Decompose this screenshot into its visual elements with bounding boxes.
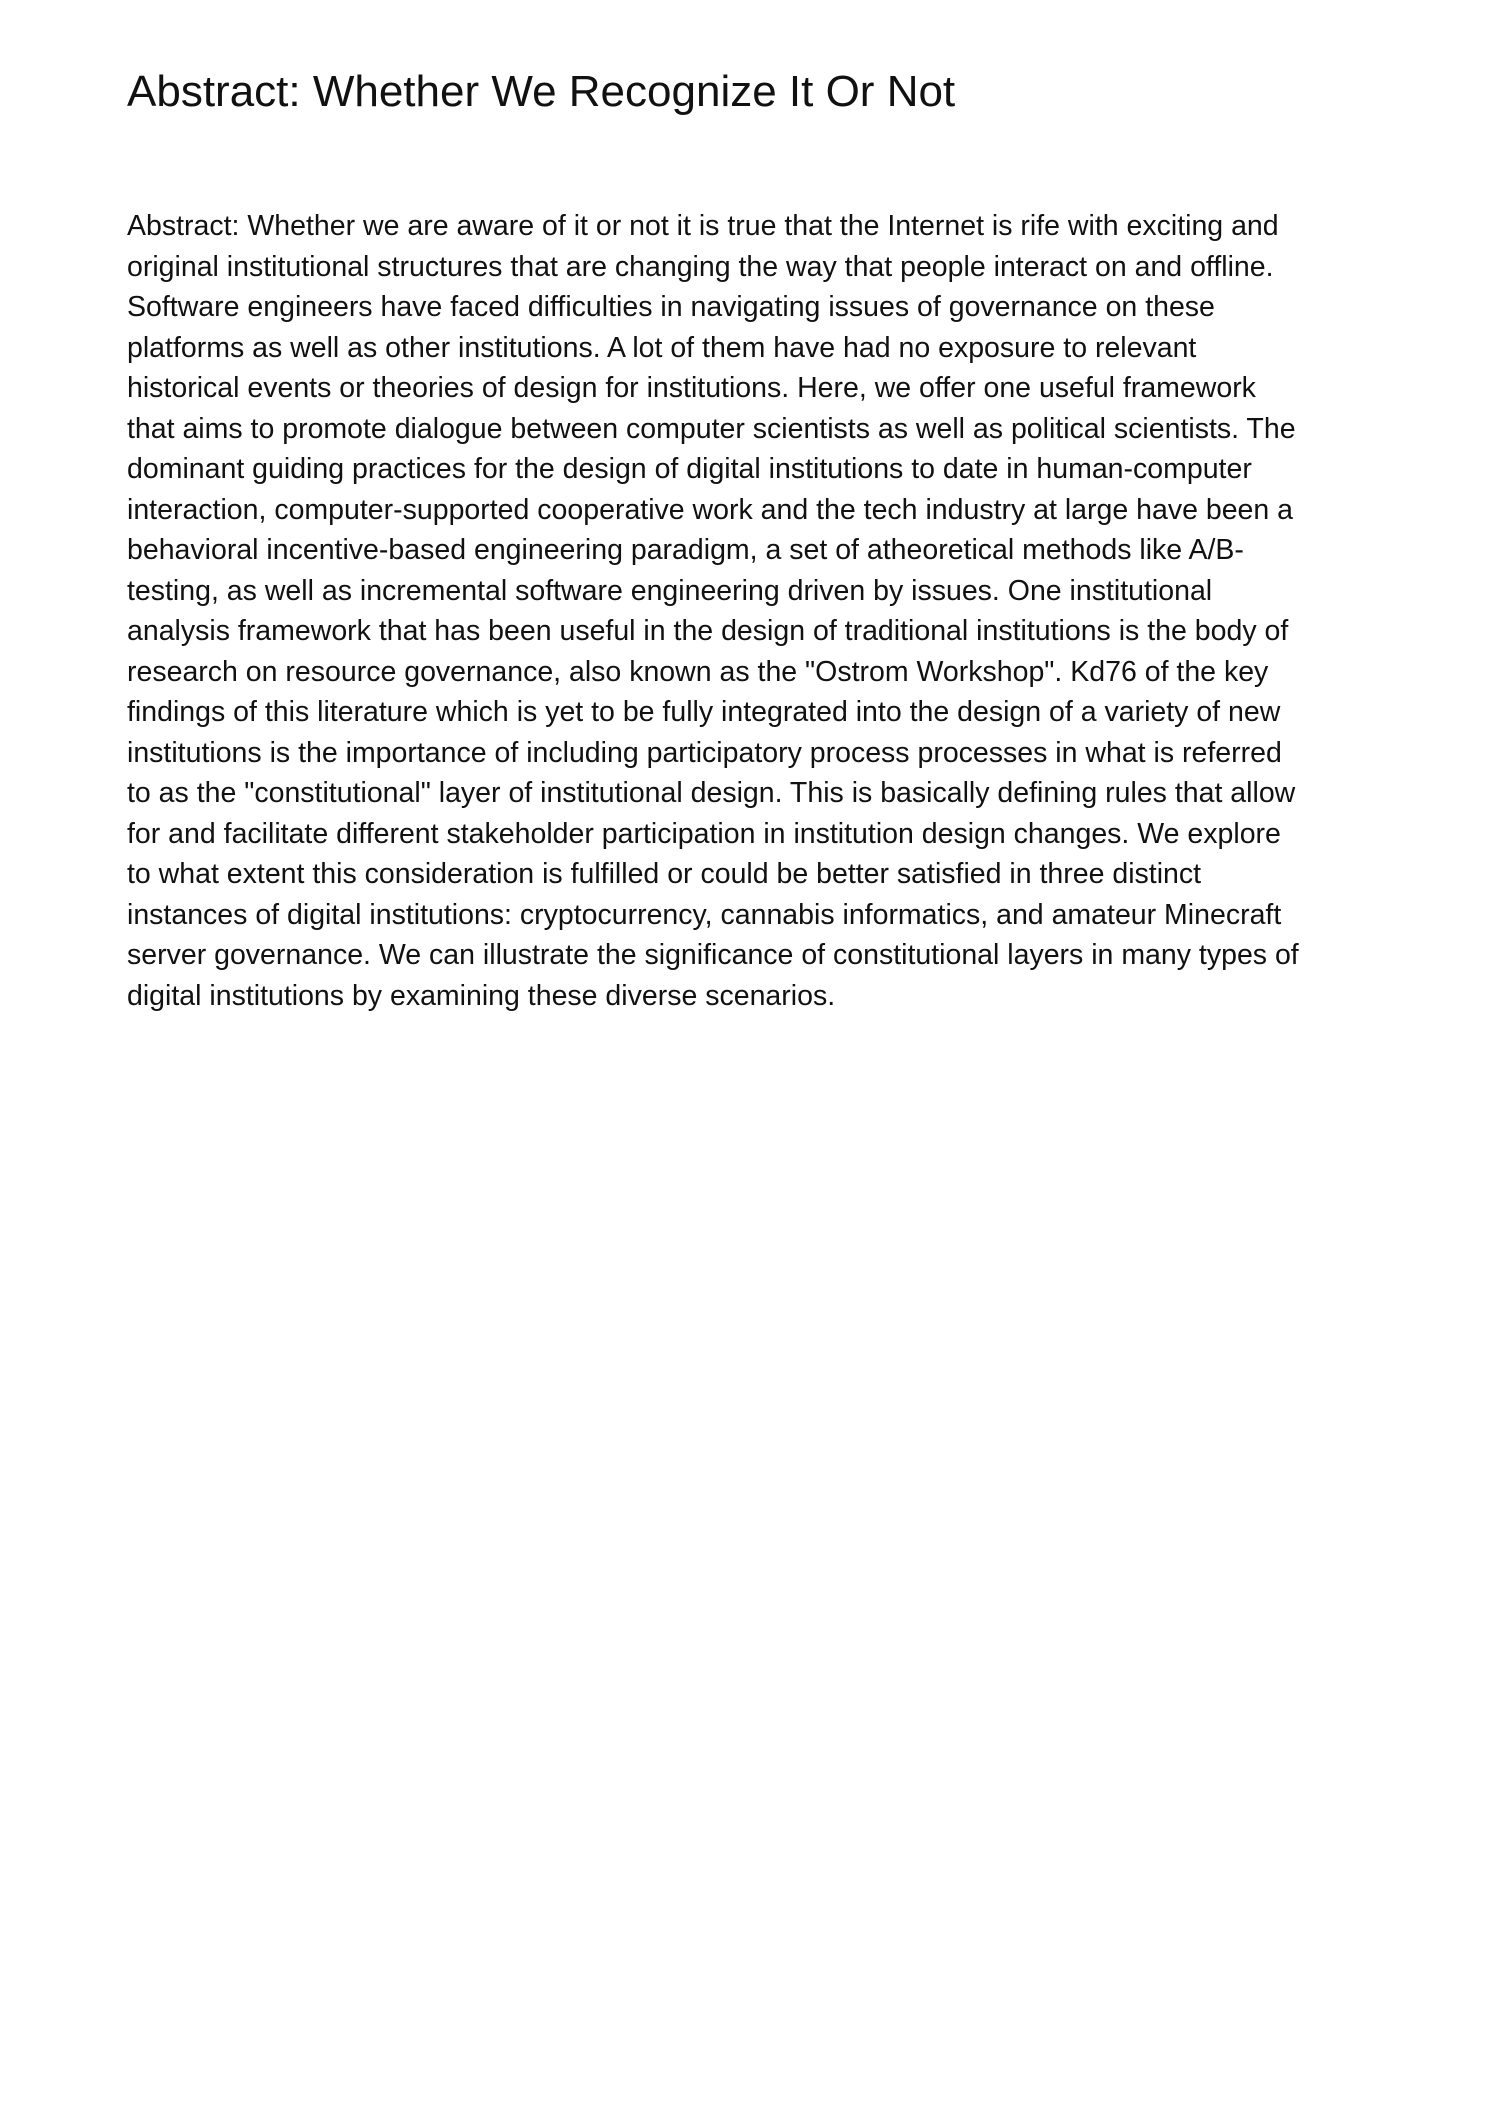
abstract-line: historical events or theories of design for institutions. Here, we offer one useful framework (127, 372, 1256, 404)
abstract-line: behavioral incentive-based engineering paradigm, a set of atheoretical methods like A/B- (127, 534, 1244, 566)
abstract-line: digital institutions by examining these diverse scenarios. (127, 979, 836, 1012)
page-title: Abstract: Whether We Recognize It Or Not (127, 67, 956, 116)
abstract-line: findings of this literature which is yet to be fully integrated into the design of a variety of new (127, 696, 1281, 728)
abstract-line: for and facilitate different stakeholder participation in institution design changes. We explore (127, 817, 1281, 850)
abstract-line: dominant guiding practices for the design of digital institutions to date in human-computer (127, 453, 1252, 485)
abstract-body (127, 206, 1389, 1016)
abstract-line: server governance. We can illustrate the significance of constitutional layers in many types of (127, 939, 1299, 971)
abstract-line: platforms as well as other institutions. A lot of them have had no exposure to relevant (127, 331, 1197, 364)
abstract-line: Abstract: Whether we are aware of it or not it is true that the Internet is rife with exciting and (127, 210, 1279, 242)
abstract-line: institutions is the importance of including participatory process processes in what is referred (127, 736, 1282, 769)
abstract-line: Software engineers have faced difficulties in navigating issues of governance on these (127, 291, 1215, 323)
abstract-line: interaction, computer-supported cooperative work and the tech industry at large have been a (127, 493, 1294, 526)
abstract-line: to as the "constitutional" layer of institutional design. This is basically defining rules that allow (127, 777, 1296, 809)
abstract-line: instances of digital institutions: cryptocurrency, cannabis informatics, and amateur Minecraft (127, 898, 1282, 931)
abstract-line: analysis framework that has been useful in the design of traditional institutions is the body of (127, 615, 1289, 647)
abstract-line: original institutional structures that are changing the way that people interact on and offline. (127, 250, 1274, 283)
abstract-line: to what extent this consideration is fulfilled or could be better satisfied in three distinct (127, 858, 1202, 890)
abstract-line: that aims to promote dialogue between computer scientists as well as political scientists. The (127, 412, 1296, 445)
abstract-line: testing, as well as incremental software engineering driven by issues. One institutional (127, 574, 1213, 607)
abstract-line: research on resource governance, also known as the "Ostrom Workshop". Kd76 of the key (127, 655, 1269, 688)
